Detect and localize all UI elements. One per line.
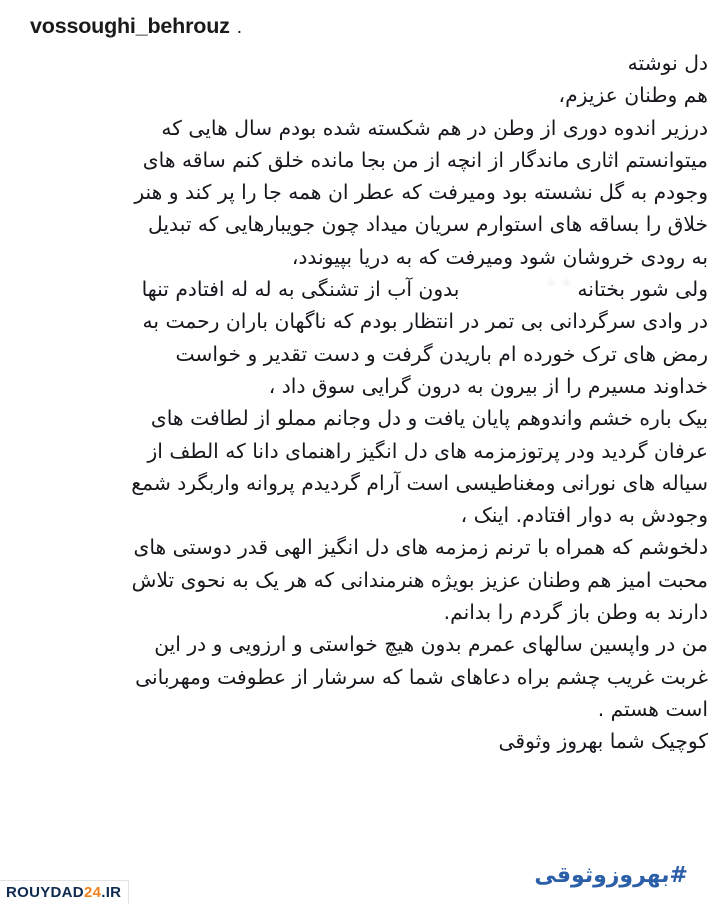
- letter-line: رمض های ترک خورده ام باریدن گرفت و دست تقدیر و خواست: [175, 341, 708, 366]
- letter-line: کوچیک شما بهروز وثوقی: [498, 729, 708, 754]
- post-header: [0, 0, 720, 45]
- watermark-text-suffix: .IR: [101, 884, 122, 901]
- letter-line-segment-start: ولی شور بختانه: [577, 277, 708, 302]
- letter-body: [0, 45, 720, 758]
- letter-line: وجودش به دوار افتادم. اینک ،: [460, 503, 708, 528]
- letter-line: بیک باره خشم واندوهم پایان یافت و دل وجانم مملو از لطافت های: [150, 406, 708, 431]
- letter-line: هم وطنان عزیزم،: [558, 83, 708, 108]
- watermark-text-primary: ROUYDAD: [6, 884, 84, 901]
- site-watermark: [0, 880, 129, 904]
- letter-line: دلخوشم که همراه با ترنم زمزمه های دل انگیز الهی قدر دوستی های: [133, 535, 708, 560]
- letter-line: خداوند مسیرم را از بیرون به درون گرایی سوق داد ،: [268, 373, 708, 398]
- letter-line-with-faded-gap: [12, 273, 708, 305]
- username-suffix-dot: .: [236, 17, 242, 38]
- hashtag-link[interactable]: #بهروزوثوقی: [534, 863, 688, 888]
- hashtag-row: [534, 863, 704, 888]
- letter-line: میتوانستم اثاری ماندگار از انچه از من بجا مانده خلق کنم ساقه های: [142, 147, 708, 172]
- watermark-text-number: 24: [83, 884, 102, 901]
- letter-line: وجودم به گل نشسته بود ومیرفت که عطر ان همه جا را پر کند و هنر: [134, 180, 708, 205]
- letter-line: است هستم .: [597, 696, 708, 721]
- letter-line: خلاق را بساقه های استوارم سریان میداد چون جویبارهایی که تبدیل: [148, 212, 708, 237]
- letter-line: دل نوشته: [627, 51, 708, 75]
- letter-line-segment-end: بدون آب از تشنگی به له له افتادم تنها: [141, 277, 460, 302]
- letter-line: غربت غریب چشم براه دعاهای شما که سرشار از عطوفت ومهربانی: [135, 664, 708, 689]
- letter-line: درزیر اندوه دوری از وطن در هم شکسته شده بودم سال هایی که: [161, 115, 708, 140]
- letter-line: عرفان گردید ودر پرتوزمزمه های دل انگیز راهنمای دانا که الطف از: [147, 438, 708, 463]
- letter-line: من در واپسین سالهای عمرم بدون هیچ خواستی و ارزویی و در این: [154, 632, 708, 657]
- letter-line: در وادی سرگردانی بی تمر در انتظار بودم که ناگهان باران رحمت به: [142, 309, 708, 334]
- letter-line: به رودی خروشان شود ومیرفت که به دریا بپیوندد،: [291, 244, 708, 269]
- faded-illegible-region: [459, 276, 577, 296]
- letter-line: سیاله های نورانی ومغناطیسی است آرام گردیدم پروانه واربگرد شمع: [131, 470, 708, 495]
- letter-line: محبت امیز هم وطنان عزیز بویژه هنرمندانی که هر یک به نحوی تلاش: [131, 567, 708, 592]
- letter-line: دارند به وطن باز گردم را بدانم.: [443, 600, 708, 625]
- account-username[interactable]: vossoughi_behrouz: [30, 14, 230, 38]
